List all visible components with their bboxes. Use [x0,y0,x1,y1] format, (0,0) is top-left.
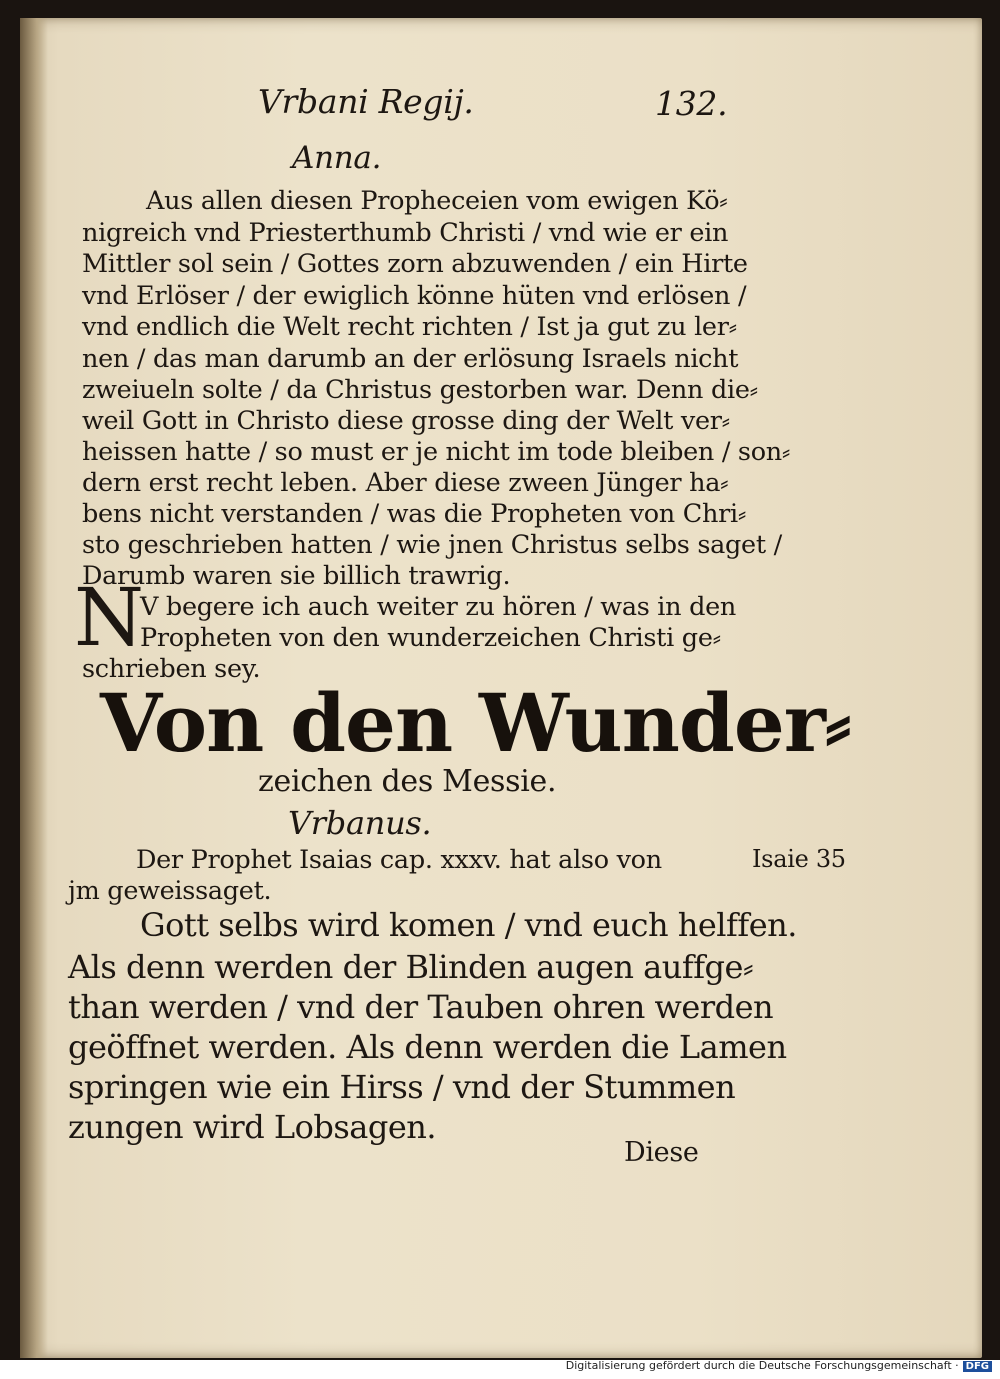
paragraph-1-line: nen / das man darumb an der erlösung Israels nicht [82,344,739,374]
paragraph-1-line: dern erst recht leben. Aber diese zween Jünger ha⸗ [82,468,729,498]
paragraph-2-line: V begere ich auch weiter zu hören / was in den [140,592,737,622]
dfg-logo: DFG [963,1361,992,1372]
paragraph-1-line: heissen hatte / so must er je nicht im tode bleiben / son⸗ [82,437,791,467]
paragraph-2-line: Propheten von den wunderzeichen Christi ge⸗ [140,623,721,653]
intro-line: Der Prophet Isaias cap. xxxv. hat also von [136,845,662,875]
catchword: Diese [624,1137,699,1168]
paragraph-1-line: bens nicht verstanden / was die Propheten von Chri⸗ [82,499,747,529]
margin-note: Isaie 35 [752,845,846,873]
speaker-heading-anna: Anna. [292,140,382,176]
paragraph-1-line: Darumb waren sie billich trawrig. [82,561,511,591]
quote-line: than werden / vnd der Tauben ohren werden [68,988,774,1026]
paragraph-1-line: Mittler sol sein / Gottes zorn abzuwenden / ein Hirte [82,249,748,279]
intro-line: jm geweissaget. [68,876,272,906]
page-gutter [20,18,48,1358]
paragraph-1-line: vnd Erlöser / der ewiglich könne hüten vnd erlösen / [82,281,747,311]
folio-number: 132. [655,84,728,123]
quote-line: Als denn werden der Blinden augen auffge⸗ [68,948,754,986]
paragraph-1-line: sto geschrieben hatten / wie jnen Christus selbs saget / [82,530,782,560]
section-title: Von den Wunder⸗ [100,676,851,770]
paragraph-1-line: weil Gott in Christo diese grosse ding der Welt ver⸗ [82,406,730,436]
paragraph-1-line: nigreich vnd Priesterthumb Christi / vnd wie er ein [82,218,729,248]
section-subtitle: zeichen des Messie. [258,764,557,799]
paragraph-1-line: zweiueln solte / da Christus gestorben war. Denn die⸗ [82,375,758,405]
quote-line: Gott selbs wird komen / vnd euch helffen. [140,906,797,944]
footer-credit: Digitalisierung gefördert durch die Deutsche Forschungsgemeinschaft · [565,1359,959,1372]
speaker-heading-urbanus: Vrbanus. [288,804,432,842]
quote-line: zungen wird Lobsagen. [68,1108,437,1146]
drop-cap: N [74,571,144,664]
quote-line: springen wie ein Hirss / vnd der Stummen [68,1068,736,1106]
quote-line: geöffnet werden. Als denn werden die Lamen [68,1028,787,1066]
paragraph-2-line: schrieben sey. [82,654,261,684]
paragraph-1-line: vnd endlich die Welt recht richten / Ist ja gut zu ler⸗ [82,312,737,342]
paragraph-1-line: Aus allen diesen Propheceien vom ewigen Kö⸗ [146,186,728,216]
running-title: Vrbani Regij. [258,82,474,121]
digitization-footer [566,1359,992,1377]
